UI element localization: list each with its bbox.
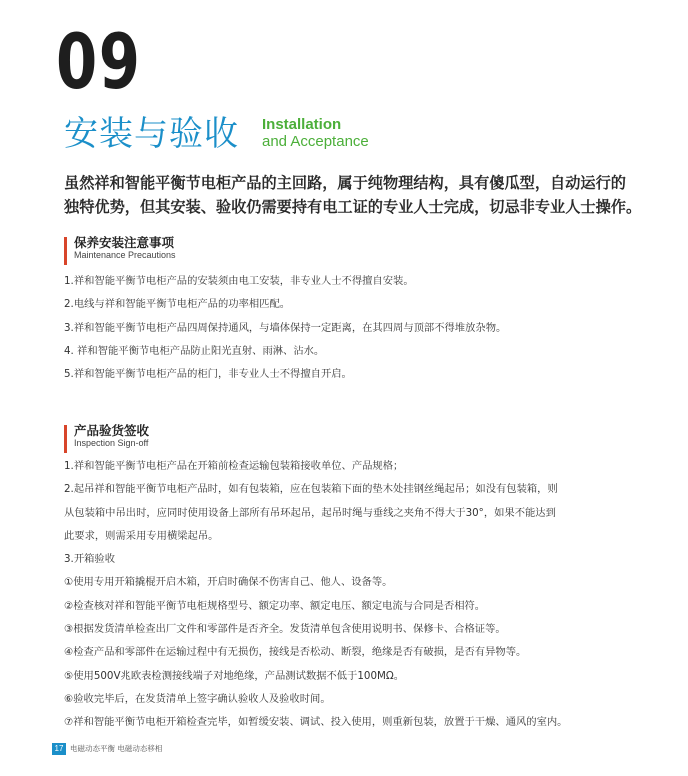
list-item: 2.电线与祥和智能平衡节电柜产品的功率相匹配。 (64, 298, 291, 311)
list-item: 此要求，则需采用专用横梁起吊。 (64, 529, 219, 542)
inspection-heading-en: Inspection Sign-off (74, 438, 149, 448)
heading-accent-bar (64, 425, 67, 453)
list-item: 4. 祥和智能平衡节电柜产品防止阳光直射、雨淋、沾水。 (64, 344, 325, 357)
list-item: ⑤使用500V兆欧表检测接线端子对地绝缘，产品测试数据不低于100MΩ。 (64, 669, 405, 682)
list-item: ①使用专用开箱撬棍开启木箱，开启时确保不伤害自己、他人、设备等。 (64, 576, 393, 589)
maintenance-list (64, 270, 506, 386)
intro-line: 独特优势，但其安装、验收仍需要持有电工证的专业人士完成，切忌非专业人士操作。 (64, 198, 642, 216)
maintenance-heading-en: Maintenance Precautions (74, 250, 176, 260)
list-item: ⑦祥和智能平衡节电柜开箱检查完毕，如暂缓安装、调试、投入使用，则重新包装，放置于干燥、通风的室内。 (64, 716, 568, 729)
list-item: 3.祥和智能平衡节电柜产品四周保持通风，与墙体保持一定距离，在其四周与顶部不得堆放杂物。 (64, 321, 507, 334)
title-english-line-1: Installation (262, 116, 342, 133)
inspection-list (64, 455, 654, 735)
title-english-line-2: and Acceptance (262, 133, 369, 150)
list-item: ④检查产品和零部件在运输过程中有无损伤，接线是否松动、断裂，绝缘是否有破损，是否有异物等。 (64, 646, 527, 659)
list-item: ⑥验收完毕后，在发货清单上签字确认验收人及验收时间。 (64, 692, 331, 705)
list-item: 5.祥和智能平衡节电柜产品的柜门，非专业人士不得擅自开启。 (64, 368, 352, 381)
list-item: ②检查核对祥和智能平衡节电柜规格型号、额定功率、额定电压、额定电流与合同是否相符。 (64, 599, 486, 612)
intro-paragraph (64, 171, 654, 219)
maintenance-heading-cn: 保养安装注意事项 (74, 235, 175, 250)
title-english (262, 116, 369, 150)
list-item: 从包装箱中吊出时，应同时使用设备上部所有吊环起吊，起吊时绳与垂线之夹角不得大于30°，如果不能达到 (64, 506, 556, 519)
intro-line: 虽然祥和智能平衡节电柜产品的主回路，属于纯物理结构，具有傻瓜型，自动运行的 (64, 174, 626, 192)
page-number: 17 (52, 743, 66, 755)
title-chinese: 安装与验收 (64, 114, 239, 154)
list-item: 1.祥和智能平衡节电柜产品的安装须由电工安装，非专业人士不得擅自安装。 (64, 275, 414, 287)
list-item: 2.起吊祥和智能平衡节电柜产品时，如有包装箱，应在包装箱下面的垫木处挂钢丝绳起吊；如没有包装箱，则 (64, 483, 558, 496)
list-item: 3.开箱验收 (64, 553, 116, 566)
heading-accent-bar (64, 237, 67, 265)
chapter-number: 09 (56, 17, 142, 106)
footer-text: 电磁动态平衡 电磁动态移相 (70, 744, 163, 753)
list-item: ③根据发货清单检查出厂文件和零部件是否齐全。发货清单包含使用说明书、保修卡、合格证等。 (64, 623, 506, 636)
inspection-heading-cn: 产品验货签收 (74, 423, 150, 438)
list-item: 1.祥和智能平衡节电柜产品在开箱前检查运输包装箱接收单位、产品规格； (64, 460, 404, 472)
